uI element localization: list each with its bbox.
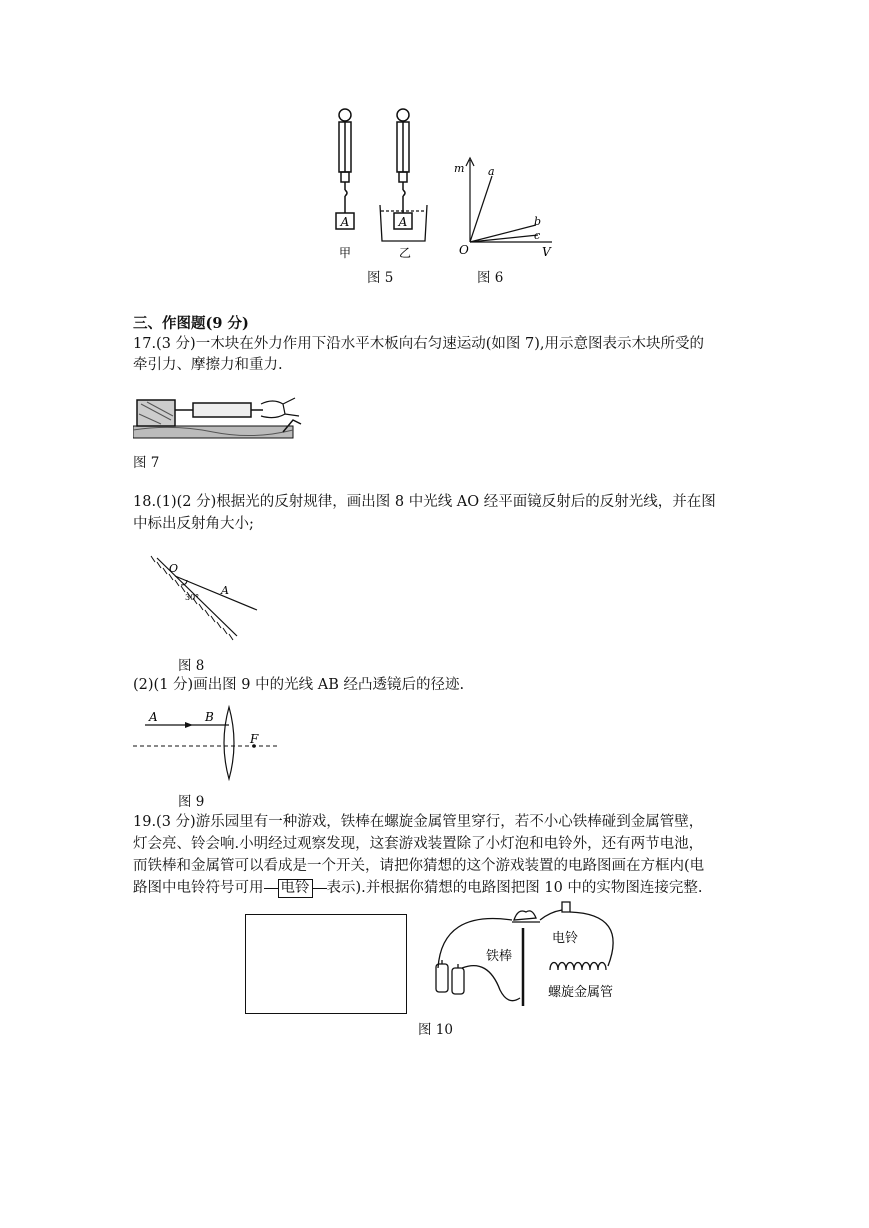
- fig6-caption: 图 6: [477, 270, 504, 286]
- axis-m: m: [454, 162, 465, 175]
- label-c: c: [534, 229, 541, 242]
- line-a: [470, 176, 492, 242]
- fig10-caption: 图 10: [418, 1022, 453, 1038]
- origin-o: O: [459, 243, 469, 257]
- label-a: a: [488, 165, 495, 178]
- bell-label: 电铃: [552, 931, 579, 946]
- label-yi: 乙: [398, 246, 412, 260]
- figure-9: [133, 703, 283, 783]
- block-a-jia: A: [340, 215, 350, 229]
- q18-line2: 中标出反射角大小;: [133, 516, 254, 532]
- circuit-answer-box[interactable]: [245, 914, 407, 1014]
- bell-symbol-wire-right: [313, 888, 327, 889]
- batteries: [436, 960, 464, 994]
- point-a: A: [149, 710, 158, 724]
- q19-line4-pre: 路图中电铃符号可用: [133, 880, 264, 896]
- focus-f: F: [250, 732, 259, 746]
- tube-label: 螺旋金属管: [548, 985, 614, 1000]
- spiral-metal-tube: [550, 963, 606, 971]
- q19-line4-post: 表示).并根据你猜想的电路图把图 10 中的实物图连接完整.: [326, 880, 703, 896]
- rod-label: 铁棒: [486, 949, 513, 964]
- q18-part2: (2)(1 分)画出图 9 中的光线 AB 经凸透镜后的径迹.: [133, 677, 465, 693]
- axis-v: V: [542, 245, 551, 259]
- block-a-yi: A: [398, 215, 408, 229]
- fig7-caption: 图 7: [133, 455, 160, 471]
- figure-6: [450, 150, 560, 265]
- fig8-caption: 图 8: [178, 658, 205, 674]
- line-c: [470, 235, 538, 242]
- figure-10: [428, 898, 638, 1013]
- convex-lens: [224, 707, 234, 779]
- q17-line2: 牵引力、摩擦力和重力.: [133, 357, 283, 373]
- q17-line1: 17.(3 分)一木块在外力作用下沿水平木板向右匀速运动(如图 7),用示意图表示木块所受的: [133, 336, 704, 352]
- electric-bell: [562, 902, 570, 912]
- point-o: O: [169, 562, 179, 575]
- q19-line4: [133, 878, 703, 899]
- fig9-caption: 图 9: [178, 794, 205, 810]
- figure-5: [325, 105, 435, 265]
- q18-line1: 18.(1)(2 分)根据光的反射规律，画出图 8 中光线 AO 经平面镜反射后的反射光线，并在图: [133, 494, 716, 510]
- point-b: B: [205, 710, 214, 724]
- fig5-caption: 图 5: [367, 270, 394, 286]
- q19-line1: 19.(3 分)游乐园里有一种游戏，铁棒在螺旋金属管里穿行，若不小心铁棒碰到金属管壁，: [133, 814, 704, 830]
- figure-7: [133, 390, 303, 442]
- line-b: [470, 225, 536, 242]
- label-jia: 甲: [338, 246, 352, 260]
- spring-scale: [193, 403, 251, 417]
- figure-8: [145, 552, 270, 647]
- label-b: b: [534, 215, 542, 228]
- point-a: A: [221, 584, 229, 597]
- light-bulb: [514, 911, 536, 920]
- section-heading: 三、作图题(9 分): [133, 315, 249, 332]
- hand: [261, 398, 299, 418]
- q19-line3: 而铁棒和金属管可以看成是一个开关，请把你猜想的这个游戏装置的电路图画在方框内(电: [133, 858, 705, 874]
- angle-30: 30°: [185, 593, 200, 602]
- bell-symbol: 电铃: [278, 879, 313, 898]
- q19-line2: 灯会亮、铃会响.小明经过观察发现，这套游戏装置除了小灯泡和电铃外，还有两节电池，: [133, 836, 704, 852]
- bell-symbol-wire-left: [264, 888, 278, 889]
- spring-scale-jia: [336, 109, 354, 229]
